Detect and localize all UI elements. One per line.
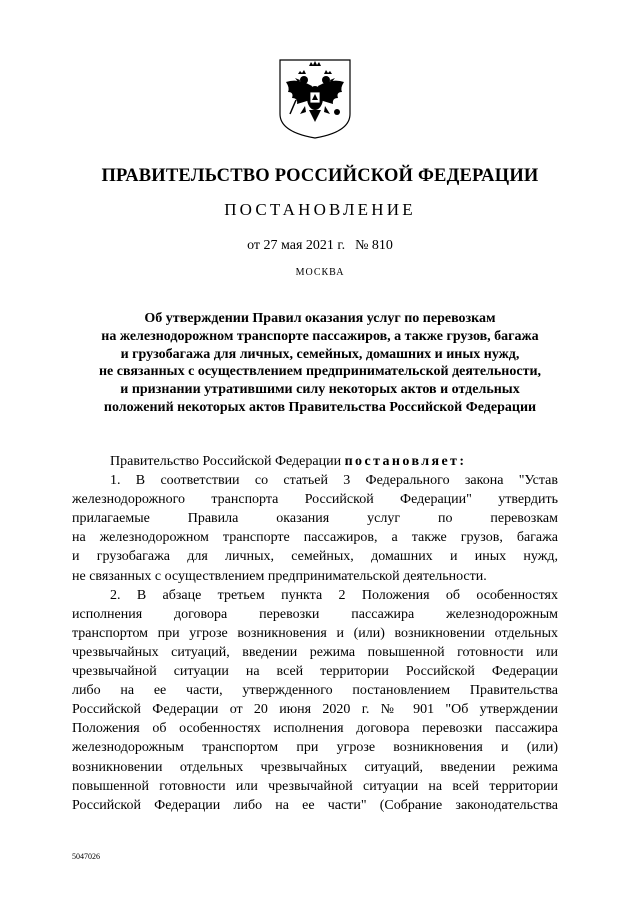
subject-line: и грузобагажа для личных, семейных, домашних и иных нужд, (120, 346, 520, 362)
body-line: Российской Федерации либо на ее части" (Собрание законодательства (72, 797, 558, 813)
document-type: ПОСТАНОВЛЕНИЕ (224, 200, 416, 219)
document-city: МОСКВА (295, 267, 345, 278)
subject-line: и признании утратившими силу некоторых актов и отдельных (120, 382, 520, 398)
body-line: либо на ее части, утвержденного постановлением Правительства (72, 683, 558, 699)
document-subject (60, 310, 580, 417)
body-line: Положения об особенностях исполнения договора перевозки пассажира (72, 721, 558, 737)
body-line: возникновении отдельных чрезвычайных ситуаций, введении режима (72, 759, 558, 775)
document-number: № 810 (355, 238, 393, 253)
body-line: железнодорожным транспортом при угрозе возникновения и (или) (72, 740, 558, 756)
body-line: Российской Федерации от 20 июня 2020 г. № 901 "Об утверждении (72, 702, 558, 718)
body-line: повышенной готовности или чрезвычайной ситуации на всей территории (72, 778, 558, 794)
body-line: 2. В абзаце третьем пункта 2 Положения об особенностях (110, 587, 558, 603)
coat-of-arms-icon (276, 56, 354, 140)
body-line: прилагаемые Правила оказания услуг по перевозкам (72, 511, 558, 527)
document-code: 5047026 (72, 852, 100, 861)
body-line: и грузобагажа для личных, семейных, домашних и иных нужд, (72, 549, 558, 565)
body-line: железнодорожного транспорта Российской Федерации" утвердить (72, 492, 558, 508)
intro-prefix: Правительство Российской Федерации (110, 454, 342, 469)
document-body (72, 452, 558, 815)
body-line: не связанных с осуществлением предпринимательской деятельности. (72, 568, 487, 584)
intro-line (72, 452, 558, 471)
body-line: чрезвычайных ситуаций, введении режима повышенной готовности или (72, 644, 558, 660)
document-date: от 27 мая 2021 г. (247, 238, 346, 253)
government-title: ПРАВИТЕЛЬСТВО РОССИЙСКОЙ ФЕДЕРАЦИИ (101, 166, 539, 186)
body-line: на железнодорожном транспорте пассажиров, а также грузов, багажа (72, 530, 558, 546)
subject-line: Об утверждении Правил оказания услуг по перевозкам (144, 311, 496, 326)
document-date-line (0, 238, 640, 254)
subject-line: положений некоторых актов Правительства Российской Федерации (103, 399, 537, 415)
decree-word: постановляет: (344, 454, 467, 469)
body-line: исполнения договора перевозки пассажира железнодорожным (72, 606, 558, 622)
subject-line: не связанных с осуществлением предпринимательской деятельности, (98, 364, 542, 380)
subject-line: на железнодорожном транспорте пассажиров, а также грузов, багажа (101, 328, 539, 344)
body-line: 1. В соответствии со статьей 3 Федерального закона "Устав (110, 473, 558, 489)
body-line: транспортом при угрозе возникновения и (или) возникновении отдельных (72, 625, 558, 641)
body-line: чрезвычайной ситуации на всей территории Российской Федерации (72, 664, 558, 680)
